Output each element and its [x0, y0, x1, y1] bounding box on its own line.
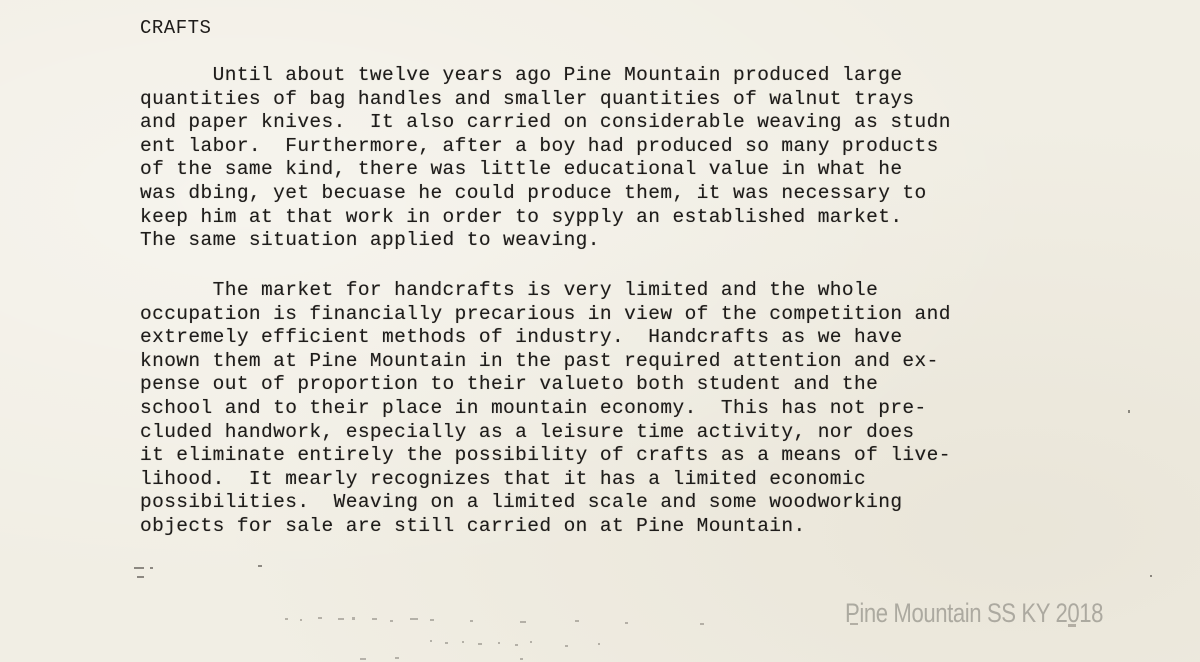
section-heading: CRAFTS [140, 17, 212, 39]
text-line: The market for handcrafts is very limited and the whole [140, 279, 879, 301]
text-line: quantities of bag handles and smaller quantities of walnut trays [140, 87, 915, 110]
text-line: extremely efficient methods of industry. Handcrafts as we have [140, 326, 903, 349]
text-line: lihood. It mearly recognizes that it has a limited economic [140, 467, 867, 490]
text-line: occupation is financially precarious in view of the competition and [140, 302, 951, 325]
text-line: of the same kind, there was little educational value in what he [140, 158, 903, 181]
text-line: was dbing, yet becuase he could produce them, it was necessary to [140, 181, 927, 204]
paragraph-1 [140, 64, 951, 253]
text-line: ent labor. Furthermore, after a boy had produced so many products [140, 134, 939, 157]
text-line: known them at Pine Mountain in the past required attention and ex- [140, 349, 939, 372]
paragraph-2 [140, 279, 951, 539]
text-line: possibilities. Weaving on a limited scale and some woodworking [140, 491, 903, 514]
text-line: objects for sale are still carried on at Pine Mountain. [140, 514, 806, 537]
text-line: Until about twelve years ago Pine Mountain produced large [140, 64, 903, 86]
text-line: and paper knives. It also carried on considerable weaving as studn [140, 111, 951, 134]
text-line: The same situation applied to weaving. [140, 229, 600, 252]
watermark: Pine Mountain SS KY 2018 [845, 598, 1104, 628]
text-line: keep him at that work in order to sypply an established market. [140, 205, 903, 228]
text-line: school and to their place in mountain economy. This has not pre- [140, 396, 927, 419]
text-line: pense out of proportion to their valueto both student and the [140, 373, 879, 396]
text-line: it eliminate entirely the possibility of crafts as a means of live- [140, 444, 951, 467]
text-line: cluded handwork, especially as a leisure time activity, nor does [140, 420, 915, 443]
